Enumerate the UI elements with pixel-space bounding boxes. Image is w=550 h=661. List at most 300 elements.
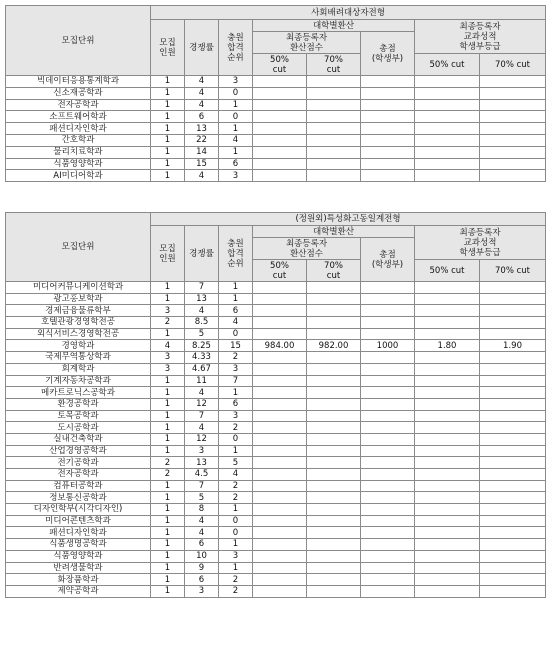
- score-50cut-cell: [253, 170, 307, 182]
- grade-50cut-cell: [415, 76, 480, 88]
- unit-name-cell: 회계학과: [6, 363, 151, 375]
- unit-name-cell: 전자공학과: [6, 469, 151, 481]
- total-score-cell: [361, 515, 415, 527]
- grade-50cut-cell: [415, 585, 480, 597]
- score-50cut-cell: [253, 123, 307, 135]
- unit-name-cell: 신소재공학과: [6, 87, 151, 99]
- grade-50cut-cell: [415, 352, 480, 364]
- table-row: [6, 340, 546, 352]
- waitlist-cell: 15: [219, 340, 253, 352]
- grade-50cut-cell: [415, 111, 480, 123]
- capacity-cell: 2: [151, 317, 185, 329]
- score-70cut-cell: [307, 123, 361, 135]
- competition-cell: 3: [185, 585, 219, 597]
- header-50cut: 50% cut: [253, 260, 307, 282]
- grade-50cut-cell: [415, 515, 480, 527]
- waitlist-cell: 4: [219, 317, 253, 329]
- waitlist-cell: 2: [219, 585, 253, 597]
- grade-50cut-cell: [415, 123, 480, 135]
- score-50cut-cell: [253, 550, 307, 562]
- score-50cut-cell: [253, 515, 307, 527]
- grade-70cut-cell: [480, 317, 546, 329]
- capacity-cell: 2: [151, 457, 185, 469]
- competition-cell: 8.25: [185, 340, 219, 352]
- header-unit: 모집단위: [6, 6, 151, 76]
- score-50cut-cell: [253, 504, 307, 516]
- score-50cut-cell: [253, 433, 307, 445]
- waitlist-cell: 2: [219, 422, 253, 434]
- table-row: [6, 158, 546, 170]
- grade-70cut-cell: [480, 305, 546, 317]
- score-50cut-cell: [253, 293, 307, 305]
- waitlist-cell: 3: [219, 550, 253, 562]
- competition-cell: 4: [185, 170, 219, 182]
- score-50cut-cell: [253, 76, 307, 88]
- waitlist-cell: 6: [219, 398, 253, 410]
- unit-name-cell: 식품영양학과: [6, 550, 151, 562]
- total-score-cell: [361, 480, 415, 492]
- unit-name-cell: 화장품학과: [6, 574, 151, 586]
- total-score-cell: [361, 352, 415, 364]
- total-score-cell: [361, 317, 415, 329]
- total-score-cell: [361, 445, 415, 457]
- table-row: [6, 375, 546, 387]
- grade-50cut-cell: [415, 375, 480, 387]
- header-final-grade: 최종등록자 교과성적 학생부등급: [415, 226, 546, 260]
- score-50cut-cell: [253, 562, 307, 574]
- table-row: [6, 99, 546, 111]
- grade-50cut-cell: [415, 293, 480, 305]
- grade-50cut-cell: [415, 170, 480, 182]
- competition-cell: 6: [185, 574, 219, 586]
- competition-cell: 8.5: [185, 317, 219, 329]
- table-row: [6, 282, 546, 294]
- total-score-cell: [361, 550, 415, 562]
- capacity-cell: 1: [151, 87, 185, 99]
- capacity-cell: 1: [151, 445, 185, 457]
- capacity-cell: 1: [151, 158, 185, 170]
- header-unit: 모집단위: [6, 213, 151, 282]
- grade-50cut-cell: [415, 433, 480, 445]
- score-70cut-cell: [307, 445, 361, 457]
- capacity-cell: 3: [151, 305, 185, 317]
- grade-70cut-cell: [480, 527, 546, 539]
- waitlist-cell: 2: [219, 480, 253, 492]
- grade-50cut-cell: [415, 363, 480, 375]
- unit-name-cell: 소프트웨어학과: [6, 111, 151, 123]
- score-70cut-cell: [307, 352, 361, 364]
- score-50cut-cell: [253, 375, 307, 387]
- waitlist-cell: 1: [219, 445, 253, 457]
- unit-name-cell: 빅데이터응용통계학과: [6, 76, 151, 88]
- grade-50cut-cell: [415, 317, 480, 329]
- grade-70cut-cell: [480, 363, 546, 375]
- waitlist-cell: 1: [219, 146, 253, 158]
- total-score-cell: 1000: [361, 340, 415, 352]
- capacity-cell: 1: [151, 410, 185, 422]
- header-final-score: 최종등록자 환산점수: [253, 238, 361, 260]
- waitlist-cell: 1: [219, 293, 253, 305]
- waitlist-cell: 2: [219, 492, 253, 504]
- grade-70cut-cell: [480, 398, 546, 410]
- unit-name-cell: 패션디자인학과: [6, 527, 151, 539]
- total-score-cell: [361, 527, 415, 539]
- unit-name-cell: 간호학과: [6, 134, 151, 146]
- grade-50cut-cell: [415, 387, 480, 399]
- total-score-cell: [361, 99, 415, 111]
- grade-50cut-cell: [415, 146, 480, 158]
- header-by-univ: 대학별환산: [253, 20, 415, 32]
- score-70cut-cell: [307, 585, 361, 597]
- grade-70cut-cell: [480, 158, 546, 170]
- total-score-cell: [361, 574, 415, 586]
- unit-name-cell: 전자공학과: [6, 99, 151, 111]
- header-70cut: 70% cut: [307, 54, 361, 76]
- score-50cut-cell: [253, 480, 307, 492]
- total-score-cell: [361, 158, 415, 170]
- waitlist-cell: 0: [219, 515, 253, 527]
- grade-50cut-cell: [415, 574, 480, 586]
- unit-name-cell: AI미디어학과: [6, 170, 151, 182]
- competition-cell: 6: [185, 111, 219, 123]
- waitlist-cell: 6: [219, 305, 253, 317]
- score-50cut-cell: [253, 111, 307, 123]
- total-score-cell: [361, 328, 415, 340]
- table-row: [6, 87, 546, 99]
- competition-cell: 8: [185, 504, 219, 516]
- capacity-cell: 1: [151, 433, 185, 445]
- grade-70cut-cell: [480, 375, 546, 387]
- waitlist-cell: 0: [219, 433, 253, 445]
- table-row: [6, 123, 546, 135]
- competition-cell: 4: [185, 76, 219, 88]
- header-by-univ: 대학별환산: [253, 226, 415, 238]
- grade-50cut-cell: [415, 539, 480, 551]
- capacity-cell: 1: [151, 76, 185, 88]
- unit-name-cell: 미디어콘텐츠학과: [6, 515, 151, 527]
- capacity-cell: 1: [151, 527, 185, 539]
- score-70cut-cell: [307, 293, 361, 305]
- competition-cell: 10: [185, 550, 219, 562]
- grade-70cut-cell: [480, 422, 546, 434]
- capacity-cell: 1: [151, 387, 185, 399]
- score-70cut-cell: [307, 134, 361, 146]
- grade-50cut-cell: [415, 445, 480, 457]
- waitlist-cell: 1: [219, 387, 253, 399]
- grade-50cut-cell: [415, 398, 480, 410]
- admission-table-vocational: [5, 212, 546, 598]
- total-score-cell: [361, 282, 415, 294]
- unit-name-cell: 토목공학과: [6, 410, 151, 422]
- grade-70cut-cell: [480, 445, 546, 457]
- table-row: [6, 515, 546, 527]
- unit-name-cell: 실내건축학과: [6, 433, 151, 445]
- waitlist-cell: 1: [219, 562, 253, 574]
- unit-name-cell: 기계자동차공학과: [6, 375, 151, 387]
- total-score-cell: [361, 293, 415, 305]
- score-70cut-cell: [307, 387, 361, 399]
- unit-name-cell: 메카트로닉스공학과: [6, 387, 151, 399]
- score-70cut-cell: [307, 550, 361, 562]
- table-row: [6, 550, 546, 562]
- table-row: [6, 574, 546, 586]
- waitlist-cell: 0: [219, 111, 253, 123]
- competition-cell: 13: [185, 293, 219, 305]
- score-50cut-cell: [253, 527, 307, 539]
- total-score-cell: [361, 457, 415, 469]
- score-70cut-cell: [307, 375, 361, 387]
- total-score-cell: [361, 305, 415, 317]
- waitlist-cell: 0: [219, 527, 253, 539]
- table-row: [6, 410, 546, 422]
- capacity-cell: 1: [151, 282, 185, 294]
- grade-70cut-cell: [480, 123, 546, 135]
- unit-name-cell: 광고홍보학과: [6, 293, 151, 305]
- unit-name-cell: 도시공학과: [6, 422, 151, 434]
- total-score-cell: [361, 363, 415, 375]
- header-grade-50cut: 50% cut: [415, 260, 480, 282]
- competition-cell: 12: [185, 433, 219, 445]
- score-70cut-cell: [307, 87, 361, 99]
- table-row: [6, 398, 546, 410]
- table-row: [6, 293, 546, 305]
- grade-70cut-cell: [480, 574, 546, 586]
- unit-name-cell: 전기공학과: [6, 457, 151, 469]
- unit-name-cell: 식품영양학과: [6, 158, 151, 170]
- grade-50cut-cell: [415, 87, 480, 99]
- unit-name-cell: 미디어커뮤니케이션학과: [6, 282, 151, 294]
- total-score-cell: [361, 87, 415, 99]
- grade-50cut-cell: [415, 282, 480, 294]
- waitlist-cell: 1: [219, 504, 253, 516]
- header-capacity: 모집 인원: [151, 226, 185, 282]
- grade-50cut-cell: [415, 328, 480, 340]
- competition-cell: 7: [185, 480, 219, 492]
- grade-70cut-cell: [480, 480, 546, 492]
- capacity-cell: 1: [151, 398, 185, 410]
- competition-cell: 15: [185, 158, 219, 170]
- total-score-cell: [361, 387, 415, 399]
- score-50cut-cell: [253, 410, 307, 422]
- score-70cut-cell: [307, 146, 361, 158]
- score-50cut-cell: [253, 317, 307, 329]
- grade-70cut-cell: [480, 539, 546, 551]
- competition-cell: 12: [185, 398, 219, 410]
- score-70cut-cell: 982.00: [307, 340, 361, 352]
- waitlist-cell: 2: [219, 352, 253, 364]
- score-50cut-cell: [253, 574, 307, 586]
- capacity-cell: 1: [151, 562, 185, 574]
- header-total: 총점 (학생부): [361, 238, 415, 282]
- grade-70cut-cell: [480, 111, 546, 123]
- table-row: [6, 76, 546, 88]
- table-row: [6, 527, 546, 539]
- capacity-cell: 4: [151, 340, 185, 352]
- table-row: [6, 387, 546, 399]
- table-row: [6, 422, 546, 434]
- waitlist-cell: 1: [219, 99, 253, 111]
- grade-70cut-cell: [480, 146, 546, 158]
- score-70cut-cell: [307, 317, 361, 329]
- score-50cut-cell: [253, 398, 307, 410]
- grade-50cut-cell: [415, 550, 480, 562]
- competition-cell: 13: [185, 123, 219, 135]
- waitlist-cell: 0: [219, 87, 253, 99]
- unit-name-cell: 국제무역통상학과: [6, 352, 151, 364]
- grade-50cut-cell: [415, 562, 480, 574]
- competition-cell: 9: [185, 562, 219, 574]
- total-score-cell: [361, 422, 415, 434]
- waitlist-cell: 1: [219, 282, 253, 294]
- competition-cell: 11: [185, 375, 219, 387]
- grade-70cut-cell: [480, 282, 546, 294]
- total-score-cell: [361, 469, 415, 481]
- score-50cut-cell: [253, 469, 307, 481]
- capacity-cell: 1: [151, 550, 185, 562]
- score-70cut-cell: [307, 158, 361, 170]
- waitlist-cell: 2: [219, 574, 253, 586]
- grade-50cut-cell: [415, 469, 480, 481]
- grade-50cut-cell: [415, 492, 480, 504]
- competition-cell: 5: [185, 328, 219, 340]
- grade-70cut-cell: [480, 87, 546, 99]
- table-row: [6, 305, 546, 317]
- table-row: [6, 146, 546, 158]
- score-50cut-cell: [253, 352, 307, 364]
- unit-name-cell: 디자인학부(시각디자인): [6, 504, 151, 516]
- unit-name-cell: 산업경영공학과: [6, 445, 151, 457]
- waitlist-cell: 3: [219, 170, 253, 182]
- competition-cell: 5: [185, 492, 219, 504]
- grade-50cut-cell: [415, 158, 480, 170]
- competition-cell: 13: [185, 457, 219, 469]
- grade-70cut-cell: [480, 585, 546, 597]
- competition-cell: 3: [185, 445, 219, 457]
- unit-name-cell: 호텔관광경영학전공: [6, 317, 151, 329]
- capacity-cell: 1: [151, 492, 185, 504]
- grade-70cut-cell: [480, 293, 546, 305]
- competition-cell: 4: [185, 387, 219, 399]
- capacity-cell: 1: [151, 123, 185, 135]
- score-70cut-cell: [307, 99, 361, 111]
- table-row: [6, 328, 546, 340]
- score-70cut-cell: [307, 480, 361, 492]
- waitlist-cell: 7: [219, 375, 253, 387]
- unit-name-cell: 컴퓨터공학과: [6, 480, 151, 492]
- header-waitlist: 충원 합격 순위: [219, 226, 253, 282]
- grade-70cut-cell: [480, 504, 546, 516]
- score-50cut-cell: [253, 457, 307, 469]
- grade-50cut-cell: [415, 504, 480, 516]
- waitlist-cell: 3: [219, 410, 253, 422]
- score-70cut-cell: [307, 515, 361, 527]
- score-70cut-cell: [307, 469, 361, 481]
- grade-70cut-cell: 1.90: [480, 340, 546, 352]
- score-70cut-cell: [307, 527, 361, 539]
- table-row: [6, 457, 546, 469]
- score-70cut-cell: [307, 574, 361, 586]
- score-70cut-cell: [307, 492, 361, 504]
- table-row: [6, 170, 546, 182]
- score-70cut-cell: [307, 305, 361, 317]
- grade-50cut-cell: 1.80: [415, 340, 480, 352]
- score-50cut-cell: [253, 328, 307, 340]
- waitlist-cell: 3: [219, 363, 253, 375]
- grade-70cut-cell: [480, 328, 546, 340]
- total-score-cell: [361, 492, 415, 504]
- table-row: [6, 317, 546, 329]
- total-score-cell: [361, 146, 415, 158]
- waitlist-cell: 1: [219, 539, 253, 551]
- table-row: [6, 469, 546, 481]
- capacity-cell: 1: [151, 585, 185, 597]
- table-row: [6, 134, 546, 146]
- waitlist-cell: 4: [219, 469, 253, 481]
- total-score-cell: [361, 539, 415, 551]
- score-50cut-cell: [253, 585, 307, 597]
- grade-70cut-cell: [480, 492, 546, 504]
- competition-cell: 4: [185, 527, 219, 539]
- capacity-cell: 1: [151, 504, 185, 516]
- unit-name-cell: 정보통신공학과: [6, 492, 151, 504]
- grade-50cut-cell: [415, 305, 480, 317]
- competition-cell: 22: [185, 134, 219, 146]
- header-total: 총점 (학생부): [361, 32, 415, 76]
- table-row: [6, 562, 546, 574]
- header-final-grade: 최종등록자 교과성적 학생부등급: [415, 20, 546, 54]
- score-50cut-cell: [253, 363, 307, 375]
- table-row: [6, 352, 546, 364]
- unit-name-cell: 외식서비스경영학전공: [6, 328, 151, 340]
- grade-70cut-cell: [480, 550, 546, 562]
- competition-cell: 4.5: [185, 469, 219, 481]
- score-70cut-cell: [307, 328, 361, 340]
- capacity-cell: 1: [151, 146, 185, 158]
- score-70cut-cell: [307, 363, 361, 375]
- competition-cell: 4: [185, 87, 219, 99]
- score-70cut-cell: [307, 410, 361, 422]
- admission-table-social: [5, 5, 546, 182]
- total-score-cell: [361, 134, 415, 146]
- capacity-cell: 1: [151, 375, 185, 387]
- header-50cut: 50% cut: [253, 54, 307, 76]
- grade-70cut-cell: [480, 515, 546, 527]
- grade-50cut-cell: [415, 99, 480, 111]
- unit-name-cell: 반려생물학과: [6, 562, 151, 574]
- table-row: [6, 585, 546, 597]
- score-50cut-cell: [253, 146, 307, 158]
- total-score-cell: [361, 433, 415, 445]
- total-score-cell: [361, 123, 415, 135]
- grade-70cut-cell: [480, 562, 546, 574]
- competition-cell: 4: [185, 422, 219, 434]
- competition-cell: 4.67: [185, 363, 219, 375]
- capacity-cell: 1: [151, 111, 185, 123]
- header-admission-type: 사회배려대상자전형: [151, 6, 546, 20]
- score-70cut-cell: [307, 457, 361, 469]
- score-70cut-cell: [307, 76, 361, 88]
- table-row: [6, 445, 546, 457]
- total-score-cell: [361, 375, 415, 387]
- competition-cell: 4: [185, 305, 219, 317]
- total-score-cell: [361, 410, 415, 422]
- unit-name-cell: 물리치료학과: [6, 146, 151, 158]
- capacity-cell: 1: [151, 170, 185, 182]
- grade-70cut-cell: [480, 433, 546, 445]
- score-70cut-cell: [307, 504, 361, 516]
- table-row: [6, 111, 546, 123]
- waitlist-cell: 5: [219, 457, 253, 469]
